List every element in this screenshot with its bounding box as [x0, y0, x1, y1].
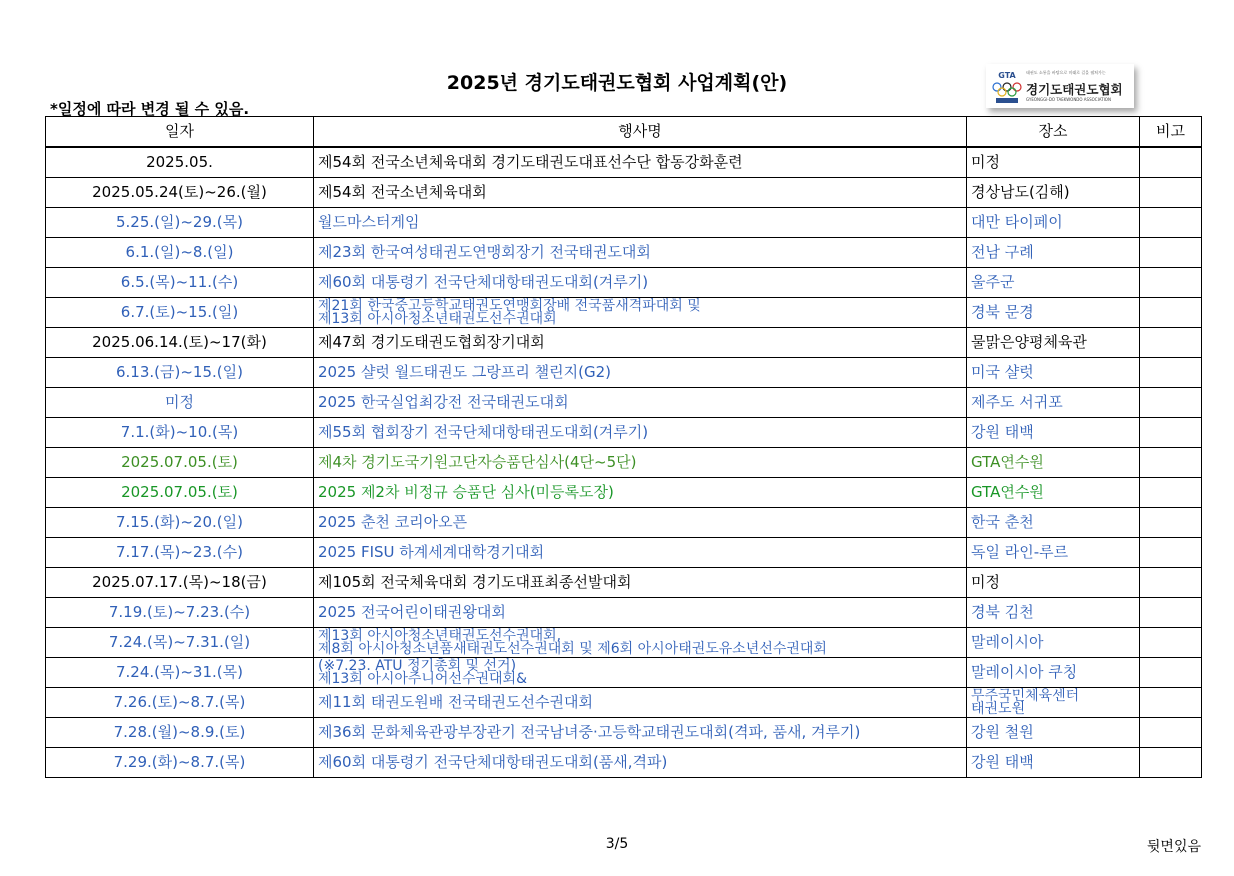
event-cell: [314, 658, 967, 688]
remarks-cell: [1140, 298, 1202, 328]
event-cell: [314, 688, 967, 718]
event-cell: [314, 628, 967, 658]
date-cell: [46, 748, 314, 778]
event-cell-text: 제11회 태권도원배 전국태권도선수권대회: [318, 693, 593, 711]
event-cell-text: 2025 춘천 코리아오픈: [318, 513, 468, 531]
remarks-cell: [1140, 508, 1202, 538]
event-cell: [314, 478, 967, 508]
place-cell: [967, 598, 1140, 628]
place-cell-text: 경상남도(김해): [971, 183, 1070, 201]
date-cell: [46, 628, 314, 658]
table-row: [46, 658, 1202, 688]
date-cell-text: 7.17.(목)~23.(수): [116, 543, 243, 561]
remarks-cell: [1140, 448, 1202, 478]
association-logo: [986, 64, 1134, 108]
date-cell: [46, 298, 314, 328]
event-cell: [314, 448, 967, 478]
table-row: [46, 448, 1202, 478]
date-cell: [46, 418, 314, 448]
place-cell: [967, 268, 1140, 298]
place-cell: [967, 478, 1140, 508]
event-cell-text: 제21회 한국중고등학교태권도연맹회장배 전국품새격파대회 및: [318, 297, 701, 314]
table-row: [46, 147, 1202, 178]
table-row: [46, 478, 1202, 508]
event-cell-text: 제13회 아시아청소년태권도선수권대회,: [318, 627, 562, 644]
place-cell: [967, 208, 1140, 238]
remarks-cell: [1140, 388, 1202, 418]
place-cell-text: 독일 라인-루르: [971, 543, 1069, 561]
table-row: [46, 418, 1202, 448]
date-cell-text: 2025.06.14.(토)~17(화): [92, 333, 267, 351]
table-row: [46, 688, 1202, 718]
remarks-cell: [1140, 238, 1202, 268]
logo-name: 경기도태권도협회: [1026, 82, 1123, 97]
remarks-cell: [1140, 208, 1202, 238]
place-cell-text: 대만 타이페이: [971, 213, 1063, 231]
date-cell-text: 2025.07.17.(목)~18(금): [92, 573, 267, 591]
event-cell: [314, 238, 967, 268]
event-cell-text: 제23회 한국여성태권도연맹회장기 전국태권도대회: [318, 243, 651, 261]
logo-tagline: 태권도 소통을 바탕으로 미래로 길을 펼쳐가는: [1026, 70, 1106, 75]
date-cell: [46, 208, 314, 238]
event-cell-text: 제55회 협회장기 전국단체대항태권도대회(겨루기): [318, 423, 649, 441]
date-cell-text: 7.24.(목)~7.31.(일): [108, 633, 251, 651]
date-cell: [46, 147, 314, 178]
date-cell-text: 2025.07.05.(토): [121, 483, 238, 501]
place-cell: [967, 178, 1140, 208]
event-cell-text: 제54회 전국소년체육대회 경기도태권도대표선수단 합동강화훈련: [318, 153, 743, 171]
place-cell: [967, 628, 1140, 658]
place-cell: [967, 658, 1140, 688]
event-cell-text: 2025 한국실업최강전 전국태권도대회: [318, 393, 569, 411]
place-cell: [967, 688, 1140, 718]
date-cell-text: 7.29.(화)~8.7.(목): [113, 753, 246, 771]
date-cell-text: 7.24.(목)~31.(목): [116, 663, 243, 681]
event-cell: [314, 718, 967, 748]
event-cell-text: 제60회 대통령기 전국단체대항태권도대회(겨루기): [318, 273, 649, 291]
table-row: [46, 178, 1202, 208]
remarks-cell: [1140, 418, 1202, 448]
event-cell: [314, 508, 967, 538]
event-cell-text: 제36회 문화체육관광부장관기 전국남녀중·고등학교태권도대회(격파, 품새, 겨루기): [318, 723, 861, 741]
place-cell: [967, 568, 1140, 598]
table-row: [46, 718, 1202, 748]
date-cell: [46, 508, 314, 538]
event-cell-text: 제54회 전국소년체육대회: [318, 183, 487, 201]
place-cell-text: 말레이시아: [971, 633, 1044, 651]
place-cell: [967, 147, 1140, 178]
remarks-cell: [1140, 358, 1202, 388]
remarks-cell: [1140, 568, 1202, 598]
event-cell-text: 제105회 전국체육대회 경기도대표최종선발대회: [318, 573, 632, 591]
date-cell: [46, 538, 314, 568]
event-cell-text: 제4차 경기도국기원고단자승품단심사(4단~5단): [318, 453, 637, 471]
event-cell-text: 2025 샬럿 월드태권도 그랑프리 챌린지(G2): [318, 363, 611, 381]
date-cell-text: 7.1.(화)~10.(목): [120, 423, 239, 441]
remarks-cell: [1140, 718, 1202, 748]
date-cell: [46, 328, 314, 358]
table-row: [46, 208, 1202, 238]
event-cell: [314, 178, 967, 208]
remarks-cell: [1140, 688, 1202, 718]
date-cell: [46, 268, 314, 298]
date-cell-text: 2025.05.24(토)~26.(월): [92, 183, 267, 201]
place-cell: [967, 388, 1140, 418]
date-cell-text: 6.7.(토)~15.(일): [120, 303, 239, 321]
remarks-cell: [1140, 658, 1202, 688]
table-row: [46, 388, 1202, 418]
event-cell: [314, 147, 967, 178]
date-cell-text: 2025.05.: [146, 153, 213, 171]
date-cell-text: 7.15.(화)~20.(일): [116, 513, 243, 531]
place-cell: [967, 748, 1140, 778]
place-cell-text: 강원 태백: [971, 423, 1034, 441]
place-cell: [967, 418, 1140, 448]
place-cell-text: 미국 샬럿: [971, 363, 1034, 381]
event-cell: [314, 538, 967, 568]
table-row: [46, 328, 1202, 358]
event-cell-text: 2025 FISU 하계세계대학경기대회: [318, 543, 545, 561]
date-cell: [46, 688, 314, 718]
place-cell-text: 미정: [971, 153, 1000, 171]
place-cell: [967, 448, 1140, 478]
table-header-row: [46, 117, 1202, 148]
place-cell-text: 무주국민체육센터: [971, 687, 1080, 704]
logo-english-name: GYEONGGI-DO TAEKWONDO ASSOCIATION: [1026, 97, 1111, 102]
event-cell-text: 제47회 경기도태권도협회장기대회: [318, 333, 545, 351]
date-cell-text: 6.1.(일)~8.(일): [125, 243, 234, 261]
table-row: [46, 538, 1202, 568]
remarks-cell: [1140, 178, 1202, 208]
gta-emblem-icon: [990, 68, 1024, 104]
place-cell: [967, 298, 1140, 328]
event-cell: [314, 328, 967, 358]
date-cell: [46, 658, 314, 688]
event-cell-text: (※7.23. ATU 정기총회 및 선거): [318, 657, 517, 674]
place-cell: [967, 328, 1140, 358]
date-cell-text: 5.25.(일)~29.(목): [116, 213, 243, 231]
date-cell-text: 6.5.(목)~11.(수): [120, 273, 239, 291]
event-cell-text: 2025 전국어린이태권왕대회: [318, 603, 506, 621]
date-cell-text: 2025.07.05.(토): [121, 453, 238, 471]
table-row: [46, 358, 1202, 388]
schedule-change-note: *일정에 따라 변경 될 수 있음.: [50, 100, 250, 118]
place-cell-text: 강원 태백: [971, 753, 1034, 771]
date-cell-text: 7.19.(토)~7.23.(수): [108, 603, 251, 621]
event-cell: [314, 598, 967, 628]
table-row: [46, 748, 1202, 778]
place-cell: [967, 538, 1140, 568]
date-cell: [46, 448, 314, 478]
remarks-cell: [1140, 478, 1202, 508]
place-cell-text: 전남 구례: [971, 243, 1034, 261]
event-cell-text: 2025 제2차 비정규 승품단 심사(미등록도장): [318, 483, 614, 501]
event-cell-text-line2: 제13회 아시아주니어선수권대회&: [318, 670, 527, 687]
place-cell: [967, 508, 1140, 538]
column-header-remarks: 비고: [1140, 117, 1202, 148]
date-cell: [46, 238, 314, 268]
page-number: 3/5: [605, 836, 629, 852]
event-cell: [314, 388, 967, 418]
table-row: [46, 268, 1202, 298]
place-cell-text: 물맑은양평체육관: [971, 333, 1087, 351]
place-cell-text: GTA연수원: [971, 453, 1044, 471]
event-cell-text-line2: 제8회 아시아청소년품새태권도선수권대회 및 제6회 아시아태권도유소년선수권대회: [318, 640, 827, 657]
date-cell: [46, 178, 314, 208]
place-cell: [967, 238, 1140, 268]
place-cell-text-line2: 태권도원: [971, 700, 1026, 717]
column-header-date: 일자: [46, 117, 314, 148]
place-cell-text: 미정: [971, 573, 1000, 591]
place-cell-text: 한국 춘천: [971, 513, 1034, 531]
event-cell: [314, 418, 967, 448]
table-row: [46, 568, 1202, 598]
event-cell-text-line2: 제13회 아시아청소년태권도선수권대회: [318, 310, 557, 327]
place-cell-text: 울주군: [971, 273, 1015, 291]
date-cell: [46, 718, 314, 748]
table-row: [46, 238, 1202, 268]
date-cell-text: 미정: [165, 393, 194, 411]
date-cell: [46, 598, 314, 628]
place-cell-text: 경북 문경: [971, 303, 1034, 321]
remarks-cell: [1140, 748, 1202, 778]
place-cell-text: 강원 철원: [971, 723, 1034, 741]
event-schedule-table: [45, 116, 1202, 778]
place-cell-text: 제주도 서귀포: [971, 393, 1063, 411]
table-row: [46, 628, 1202, 658]
remarks-cell: [1140, 598, 1202, 628]
remarks-cell: [1140, 147, 1202, 178]
date-cell: [46, 388, 314, 418]
event-cell-text: 제60회 대통령기 전국단체대항태권도대회(품새,격파): [318, 753, 668, 771]
event-cell-text: 월드마스터게임: [318, 213, 420, 231]
event-cell: [314, 298, 967, 328]
date-cell-text: 7.28.(월)~8.9.(토): [113, 723, 246, 741]
date-cell-text: 6.13.(금)~15.(일): [116, 363, 243, 381]
event-cell: [314, 208, 967, 238]
remarks-cell: [1140, 268, 1202, 298]
place-cell-text: 말레이시아 쿠칭: [971, 663, 1078, 681]
date-cell: [46, 358, 314, 388]
event-cell: [314, 268, 967, 298]
continued-note: 뒷면있음: [1146, 839, 1201, 855]
date-cell: [46, 568, 314, 598]
column-header-event: 행사명: [314, 117, 967, 148]
remarks-cell: [1140, 328, 1202, 358]
table-row: [46, 298, 1202, 328]
event-cell: [314, 358, 967, 388]
date-cell: [46, 478, 314, 508]
place-cell: [967, 718, 1140, 748]
logo-mark-text: GTA: [998, 71, 1016, 80]
place-cell: [967, 358, 1140, 388]
table-row: [46, 508, 1202, 538]
remarks-cell: [1140, 538, 1202, 568]
column-header-place: 장소: [967, 117, 1140, 148]
table-row: [46, 598, 1202, 628]
place-cell-text: GTA연수원: [971, 483, 1044, 501]
page-title: 2025년 경기도태권도협회 사업계획(안): [446, 72, 788, 94]
event-cell: [314, 568, 967, 598]
date-cell-text: 7.26.(토)~8.7.(목): [113, 693, 246, 711]
remarks-cell: [1140, 628, 1202, 658]
event-cell: [314, 748, 967, 778]
place-cell-text: 경북 김천: [971, 603, 1034, 621]
